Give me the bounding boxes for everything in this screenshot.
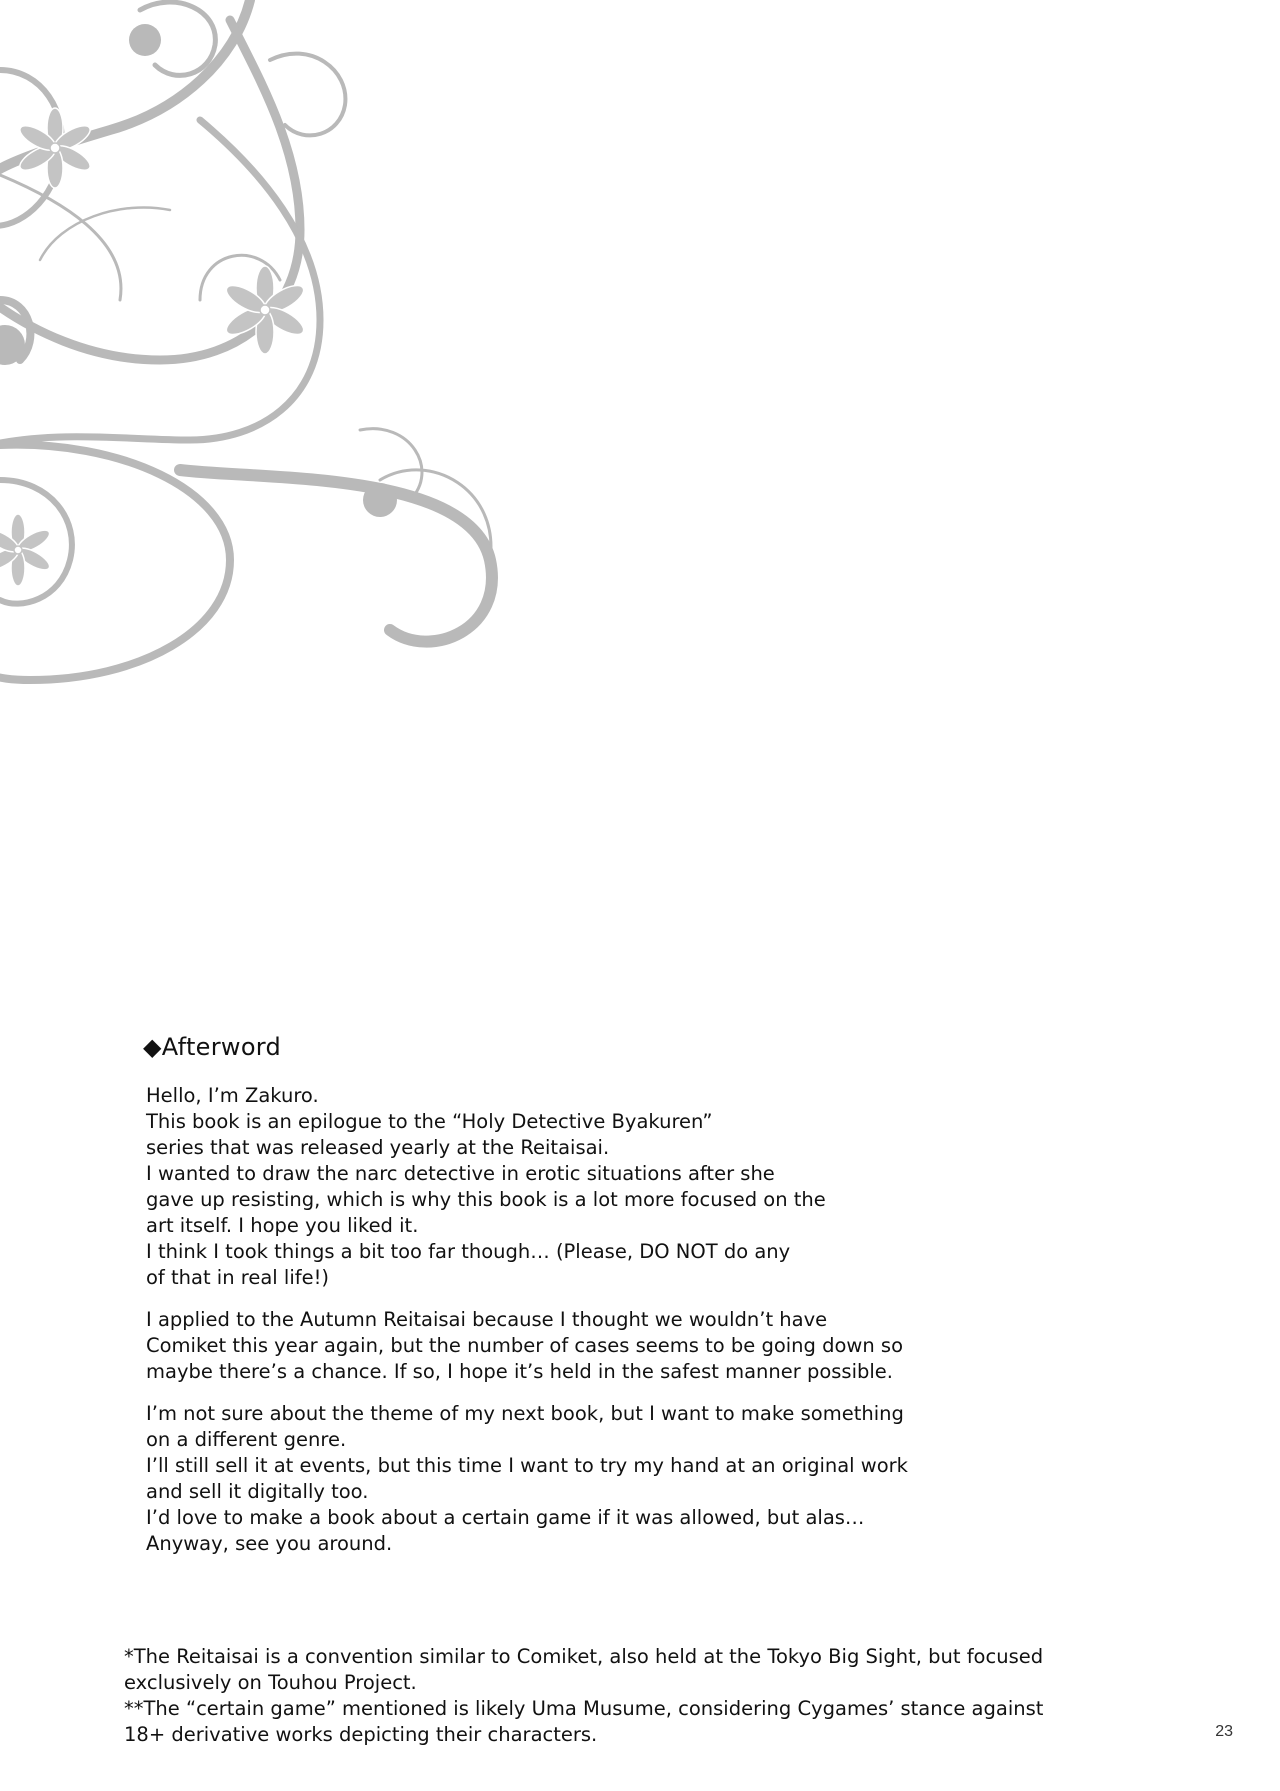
text-line: Anyway, see you around. [146,1532,393,1555]
text-line: and sell it digitally too. [146,1480,369,1503]
text-line: gave up resisting, which is why this book is a lot more focused on the [146,1188,826,1211]
text-line: Comiket this year again, but the number of cases seems to be going down so [146,1334,904,1357]
text-line: Hello, I’m Zakuro. [146,1084,319,1107]
text-line: of that in real life!) [146,1266,330,1289]
afterword-paragraph [146,1307,1143,1385]
floral-swirl-ornament [0,0,500,700]
text-line: maybe there’s a chance. If so, I hope it’s held in the safest manner possible. [146,1360,893,1383]
page-number: 23 [1215,1723,1233,1740]
text-line: I’ll still sell it at events, but this time I want to try my hand at an original work [146,1454,908,1477]
afterword-title: ◆Afterword [143,1033,282,1061]
afterword-paragraph [146,1083,1143,1291]
footnote-line: exclusively on Touhou Project. [124,1671,417,1694]
text-line: I’m not sure about the theme of my next book, but I want to make something [146,1402,904,1425]
text-line: series that was released yearly at the Reitaisai. [146,1136,610,1159]
footnote-line: *The Reitaisai is a convention similar to Comiket, also held at the Tokyo Big Sight, but focused [124,1645,1044,1668]
footnote-line: 18+ derivative works depicting their characters. [124,1723,598,1746]
text-line: I applied to the Autumn Reitaisai because I thought we wouldn’t have [146,1308,828,1331]
afterword-section [143,1033,1143,1573]
text-line: I think I took things a bit too far though… (Please, DO NOT do any [146,1240,791,1263]
text-line: I wanted to draw the narc detective in erotic situations after she [146,1162,775,1185]
text-line: on a different genre. [146,1428,347,1451]
text-line: art itself. I hope you liked it. [146,1214,419,1237]
footnote-line: **The “certain game” mentioned is likely Uma Musume, considering Cygames’ stance against [124,1697,1044,1720]
text-line: This book is an epilogue to the “Holy Detective Byakuren” [146,1110,713,1133]
footnotes [124,1644,1124,1748]
text-line: I’d love to make a book about a certain game if it was allowed, but alas… [146,1506,865,1529]
afterword-paragraph [146,1401,1143,1557]
